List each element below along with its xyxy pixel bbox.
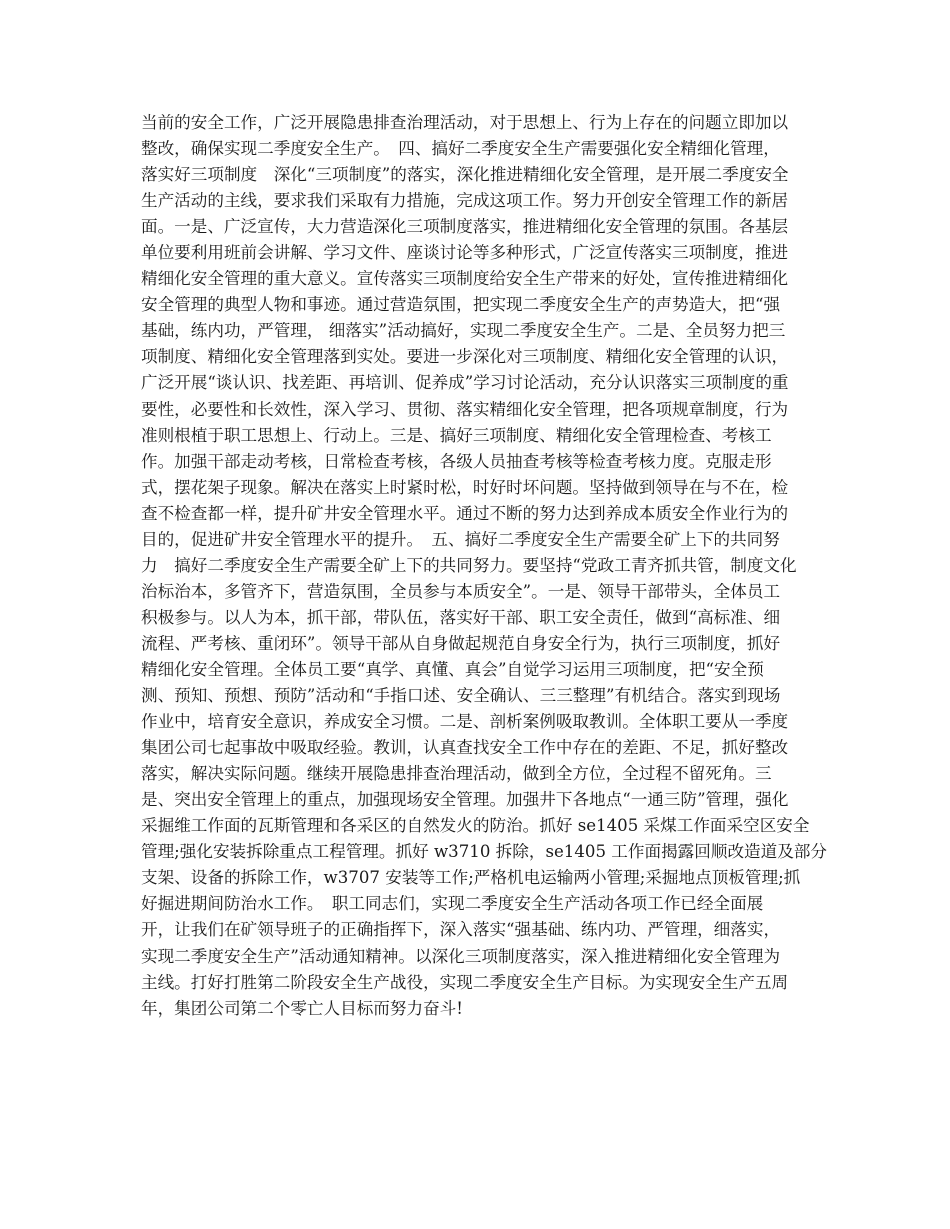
text-line: 实现二季度安全生产”活动通知精神。以深化三项制度落实，深入推进精细化安全管理为 — [141, 946, 781, 966]
text-line: 力 搞好二季度安全生产需要全矿上下的共同努力。要坚持“党政工青齐抓共管，制度文化 — [141, 555, 797, 575]
text-line: 准则根植于职工思想上、行动上。三是、搞好三项制度、精细化安全管理检查、考核工 — [141, 425, 772, 445]
text-line: 落实好三项制度 深化“三项制度”的落实，深化推进精细化安全管理，是开展二季度安全 — [141, 165, 789, 185]
text-line: 安全管理的典型人物和事迹。通过营造氛围，把实现二季度安全生产的声势造大，把“强 — [141, 295, 781, 315]
text-line: 流程、严考核、重闭环”。领导干部从自身做起规范自身安全行为，执行三项制度，抓好 — [141, 633, 781, 653]
text-line: 测、预知、预想、预防”活动和“手指口述、安全确认、三三整理”有机结合。落实到现场 — [141, 686, 781, 706]
text-line: 面。一是、广泛宣传，大力营造深化三项制度落实，推进精细化安全管理的氛围。各基层 — [141, 217, 789, 237]
text-line: 查不检查都一样，提升矿井安全管理水平。通过不断的努力达到养成本质安全作业行为的 — [141, 503, 789, 523]
text-line: 开，让我们在矿领导班子的正确指挥下，深入落实“强基础、练内功、严管理，细落实， — [141, 920, 781, 940]
text-line: 目的，促进矿井安全管理水平的提升。 五、搞好二季度安全生产需要全矿上下的共同努 — [141, 529, 780, 549]
text-line: 好掘进期间防治水工作。 职工同志们，实现二季度安全生产活动各项工作已经全面展 — [141, 894, 764, 914]
text-line: 管理;强化安装拆除重点工程管理。抓好 w3710 拆除，se1405 工作面揭露回顺改造道及部分 — [141, 842, 828, 862]
text-line: 作业中，培育安全意识，养成安全习惯。二是、剖析案例吸取教训。全体职工要从一季度 — [141, 712, 789, 732]
text-line: 积极参与。以人为本，抓干部，带队伍，落实好干部、职工安全责任，做到“高标准、细 — [141, 607, 781, 627]
text-line: 采掘维工作面的瓦斯管理和各采区的自然发火的防治。抓好 se1405 采煤工作面采空区安全 — [141, 816, 810, 836]
body-text — [141, 110, 828, 1022]
text-line: 是、突出安全管理上的重点，加强现场安全管理。加强井下各地点“一通三防”管理，强化 — [141, 790, 789, 810]
text-line: 基础，练内功，严管理， 细落实”活动搞好，实现二季度安全生产。二是、全员努力把三 — [141, 321, 786, 341]
text-line: 整改，确保实现二季度安全生产。 四、搞好二季度安全生产需要强化安全精细化管理， — [141, 139, 780, 159]
text-line: 精细化安全管理的重大意义。宣传落实三项制度给安全生产带来的好处，宣传推进精细化 — [141, 269, 789, 289]
text-line: 支架、设备的拆除工作，w3707 安装等工作;严格机电运输两小管理;采掘地点顶板管理;抓 — [141, 868, 801, 888]
text-line: 当前的安全工作，广泛开展隐患排查治理活动，对于思想上、行为上存在的问题立即加以 — [141, 113, 789, 132]
text-line: 项制度、精细化安全管理落到实处。要进一步深化对三项制度、精细化安全管理的认识， — [141, 347, 789, 367]
text-line: 式，摆花架子现象。解决在落实上时紧时松，时好时坏问题。坚持做到领导在与不在，检 — [141, 477, 789, 497]
text-line: 治标治本，多管齐下，营造氛围，全员参与本质安全”。一是、领导干部带头，全体员工 — [141, 581, 781, 601]
text-line: 要性，必要性和长效性，深入学习、贯彻、落实精细化安全管理，把各项规章制度，行为 — [141, 399, 789, 419]
text-line: 生产活动的主线，要求我们采取有力措施，完成这项工作。努力开创安全管理工作的新居 — [141, 191, 789, 211]
text-line: 广泛开展“谈认识、找差距、再培训、促养成”学习讨论活动，充分认识落实三项制度的重 — [141, 373, 789, 393]
text-line: 作。加强干部走动考核，日常检查考核，各级人员抽查考核等检查考核力度。克服走形 — [141, 451, 772, 471]
text-line: 单位要利用班前会讲解、学习文件、座谈讨论等多种形式，广泛宣传落实三项制度，推进 — [141, 243, 789, 263]
text-line: 主线。打好打胜第二阶段安全生产战役，实现二季度安全生产目标。为实现安全生产五周 — [141, 972, 789, 992]
text-line: 落实，解决实际问题。继续开展隐患排查治理活动，做到全方位，全过程不留死角。三 — [141, 764, 772, 784]
text-line: 精细化安全管理。全体员工要“真学、真懂、真会”自觉学习运用三项制度，把“安全预 — [141, 659, 764, 679]
text-line: 年，集团公司第二个零亡人目标而努力奋斗! — [141, 998, 463, 1018]
text-line: 集团公司七起事故中吸取经验。教训，认真查找安全工作中存在的差距、不足，抓好整改 — [141, 738, 789, 758]
